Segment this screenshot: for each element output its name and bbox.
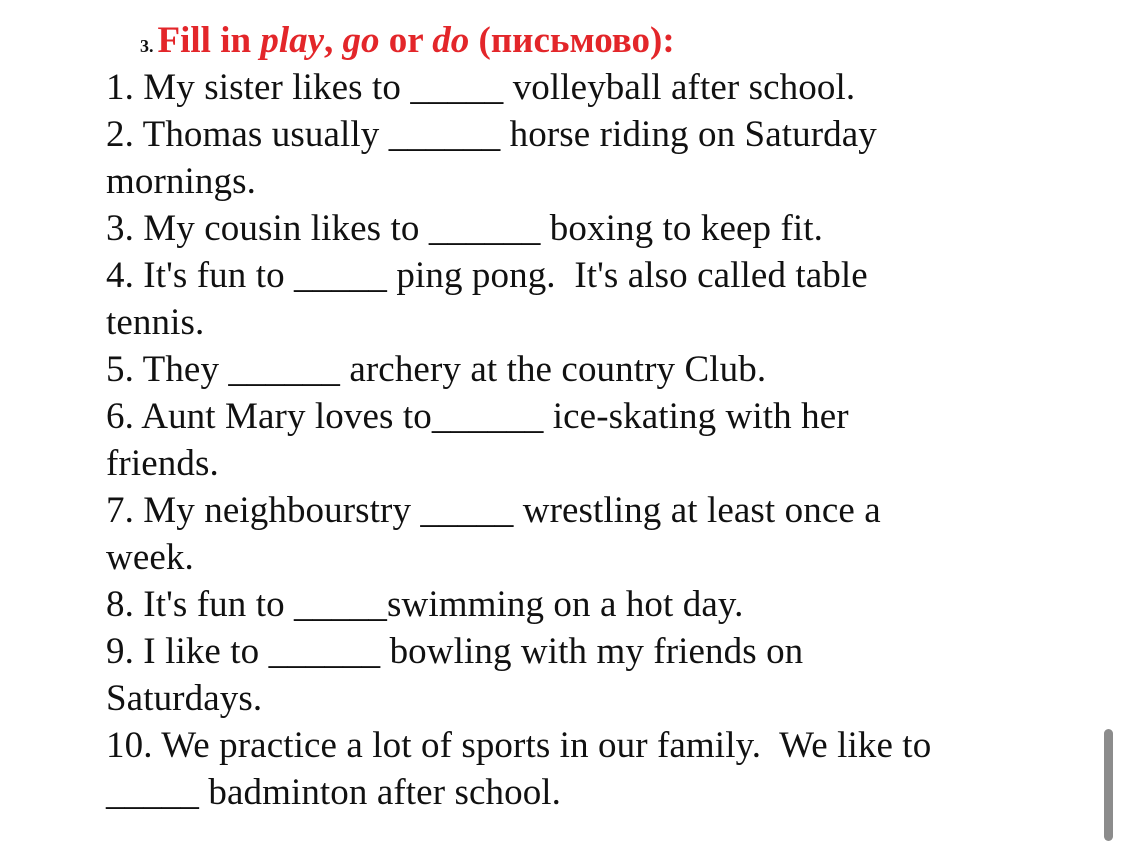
exercise-line: Saturdays. [106, 678, 263, 719]
exercise-list [106, 64, 1106, 816]
exercise-number: 3. [140, 36, 154, 56]
exercise-title [158, 20, 675, 61]
title-word-play: play [260, 20, 325, 61]
exercise-line: 3. My cousin likes to ______ boxing to keep fit. [106, 208, 823, 249]
exercise-line: 8. It's fun to _____swimming on a hot day. [106, 584, 744, 625]
exercise-line: 4. It's fun to _____ ping pong. It's also called table [106, 255, 868, 296]
exercise-line: 2. Thomas usually ______ horse riding on Saturday [106, 114, 877, 155]
title-word-go: go [342, 20, 380, 61]
exercise-line: 9. I like to ______ bowling with my friends on [106, 631, 804, 672]
exercise-line: mornings. [106, 161, 256, 202]
exercise-line: 1. My sister likes to _____ volleyball after school. [106, 67, 856, 108]
exercise-line: week. [106, 537, 194, 578]
title-text-start: Fill in [157, 20, 261, 61]
exercise-line: 7. My neighbourstry _____ wrestling at least once a [106, 490, 881, 531]
title-word-do: do [432, 20, 470, 61]
exercise-line: 10. We practice a lot of sports in our family. We like to [106, 725, 932, 766]
exercise-line: 6. Aunt Mary loves to______ ice-skating with her [106, 396, 849, 437]
vertical-scrollbar[interactable] [1104, 729, 1113, 841]
title-text-end: (письмово): [469, 20, 675, 61]
title-separator-2: or [379, 20, 433, 61]
exercise-line: friends. [106, 443, 219, 484]
exercise-line: tennis. [106, 302, 205, 343]
exercise-line: _____ badminton after school. [106, 772, 562, 813]
title-separator-1: , [324, 20, 343, 61]
exercise-line: 5. They ______ archery at the country Club. [106, 349, 767, 390]
